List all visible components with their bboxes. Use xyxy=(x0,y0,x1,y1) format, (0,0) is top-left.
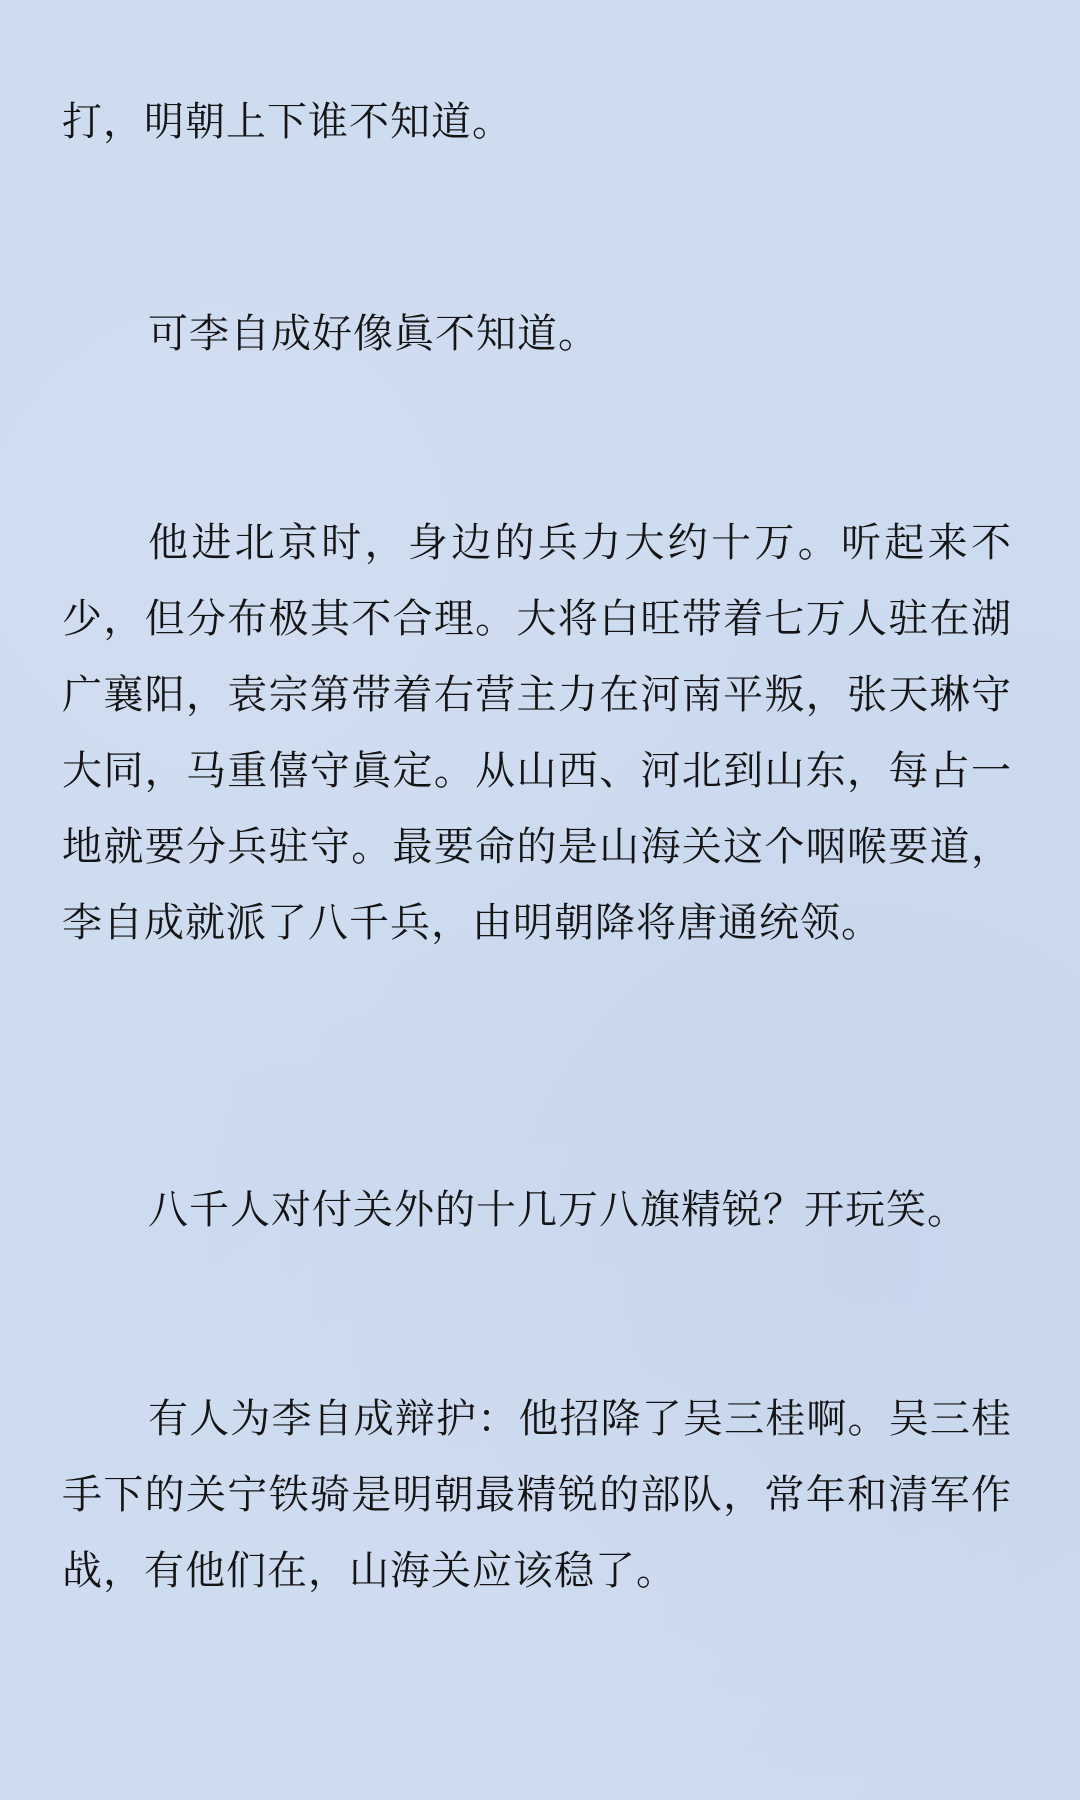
paragraph: 打，明朝上下谁不知道。 xyxy=(62,99,513,145)
paragraph: 可李自成好像眞不知道。 xyxy=(148,311,599,357)
paragraph: 八千人对付关外的十几万八旗精锐？开玩笑。 xyxy=(148,1187,968,1233)
paragraph: 有人为李自成辩护：他招降了吴三桂啊。吴三桂手下的关宁铁骑是明朝最精锐的部队，常年和清军作战，有他们在，山海关应该稳了。 xyxy=(62,1396,1012,1594)
paragraph: 他进北京时，身边的兵力大约十万。听起来不少，但分布极其不合理。大将白旺带着七万人驻在湖广襄阳，袁宗第带着右营主力在河南平叛，张天琳守大同，马重僖守眞定。从山西、河北到山东，每占一地就要分兵驻守。最要命的是山海关这个咽喉要道，李自成就派了八千兵，由明朝降将唐通统领。 xyxy=(62,520,1012,946)
